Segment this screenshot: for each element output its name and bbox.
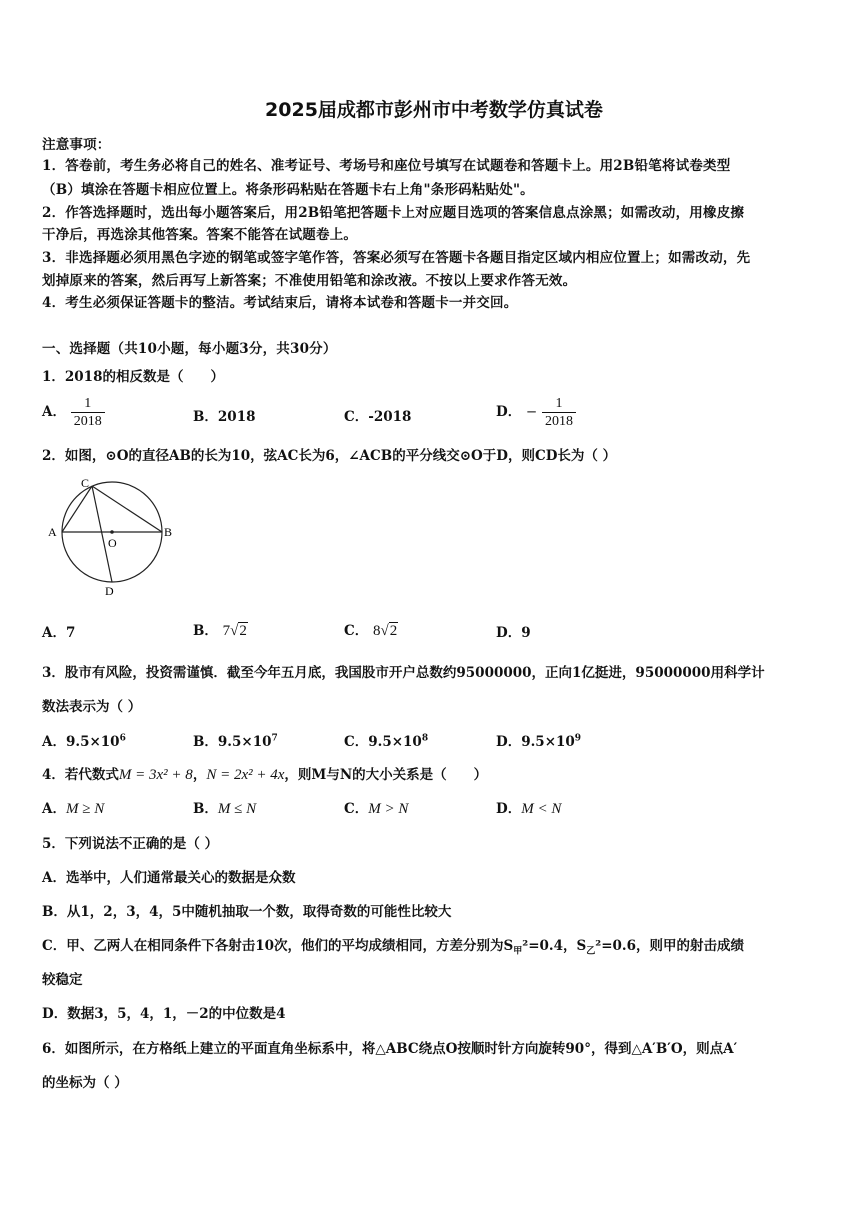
q5-option-d: D．数据3，5，4，1，－2的中位数是4	[42, 1006, 286, 1022]
q5-option-c-cont: 较稳定	[42, 972, 83, 988]
q1-option-d: D． − $\frac{1}{2018}$	[496, 395, 576, 430]
notice-line: 干净后，再选涂其他答案。答案不能答在试题卷上。	[42, 227, 358, 243]
question-4-stem: 4．若代数式M = 3x² + 8，N = 2x² + 4x，则M与N的大小关系是（ ）	[42, 767, 488, 783]
q4-option-d: D．M < N	[496, 801, 562, 817]
label-c: C	[81, 476, 90, 490]
page-title: 2025届成都市彭州市中考数学仿真试卷	[265, 99, 603, 121]
q5-option-a: A．选举中，人们通常最关心的数据是众数	[42, 870, 296, 886]
q3-option-a: A．$9.5\times 10^6$	[42, 733, 126, 750]
notice-line: （B）填涂在答题卡相应位置上。将条形码粘贴在答题卡右上角"条形码粘贴处"。	[42, 182, 534, 198]
q5-option-c: C．甲、乙两人在相同条件下各射击10次，他们的平均成绩相同，方差分别为$S_甲^2=0.4$，$S_乙^2=0.6$，则甲的射击成绩	[42, 938, 744, 957]
notice-heading: 注意事项：	[42, 137, 111, 153]
q2-option-b: B． 7√2	[193, 623, 247, 639]
q1-option-c: C．-2018	[344, 409, 412, 425]
q3-option-b: B．$9.5\times 10^7$	[193, 733, 278, 750]
q5-option-b: B．从1，2，3，4，5中随机抽取一个数，取得奇数的可能性比较大	[42, 904, 452, 920]
label-o: O	[108, 536, 117, 550]
q3-option-c: C．$9.5\times 10^8$	[344, 733, 429, 750]
notice-line: 4．考生必须保证答题卡的整洁。考试结束后，请将本试卷和答题卡一并交回。	[42, 295, 518, 311]
q4-option-a: A．M ≥ N	[42, 801, 105, 817]
question-3-stem: 3．股市有风险，投资需谨慎．截至今年五月底，我国股市开户总数约95000000，正向1亿挺进，95000000用科学计	[42, 665, 765, 681]
question-1-stem: 1．2018的相反数是（ ）	[42, 369, 224, 385]
question-3-stem-cont: 数法表示为（ ）	[42, 699, 142, 715]
notice-line: 2．作答选择题时，选出每小题答案后，用2B铅笔把答题卡上对应题目选项的答案信息点涂黑；如需改动，用橡皮擦	[42, 205, 745, 221]
q1-option-a: A． $\frac{1}{2018}$	[42, 395, 105, 430]
label-d: D	[105, 584, 114, 598]
notice-line: 1．答卷前，考生务必将自己的姓名、准考证号、考场号和座位号填写在试题卷和答题卡上。用2B铅笔将试卷类型	[42, 158, 731, 174]
notice-line: 3．非选择题必须用黑色字迹的钢笔或签字笔作答，答案必须写在答题卡各题目指定区域内相应位置上；如需改动，先	[42, 250, 751, 266]
q2-option-d: D．9	[496, 625, 531, 641]
section-heading: 一、选择题（共10小题，每小题3分，共30分）	[42, 341, 337, 357]
question-6-stem: 6．如图所示，在方格纸上建立的平面直角坐标系中，将△ABC绕点O按顺时针方向旋转90°，得到△A′B′O，则点A′	[42, 1041, 738, 1057]
q4-option-c: C．M > N	[344, 801, 409, 817]
q1-option-b: B．2018	[193, 409, 256, 425]
question-6-stem-cont: 的坐标为（ ）	[42, 1075, 128, 1091]
q2-option-c: C． 8√2	[344, 623, 398, 639]
label-a: A	[48, 525, 57, 539]
question-5-stem: 5．下列说法不正确的是（ ）	[42, 836, 219, 852]
notice-line: 划掉原来的答案，然后再写上新答案；不准使用铅笔和涂改液。不按以上要求作答无效。	[42, 273, 577, 289]
circle-figure	[44, 472, 184, 598]
question-2-stem: 2．如图，⊙O的直径AB的长为10，弦AC长为6，∠ACB的平分线交⊙O于D，则CD长为（ ）	[42, 448, 617, 464]
label-b: B	[164, 525, 173, 539]
q2-option-a: A．7	[42, 625, 76, 641]
q4-option-b: B．M ≤ N	[193, 801, 257, 817]
q3-option-d: D．$9.5\times 10^9$	[496, 733, 582, 750]
